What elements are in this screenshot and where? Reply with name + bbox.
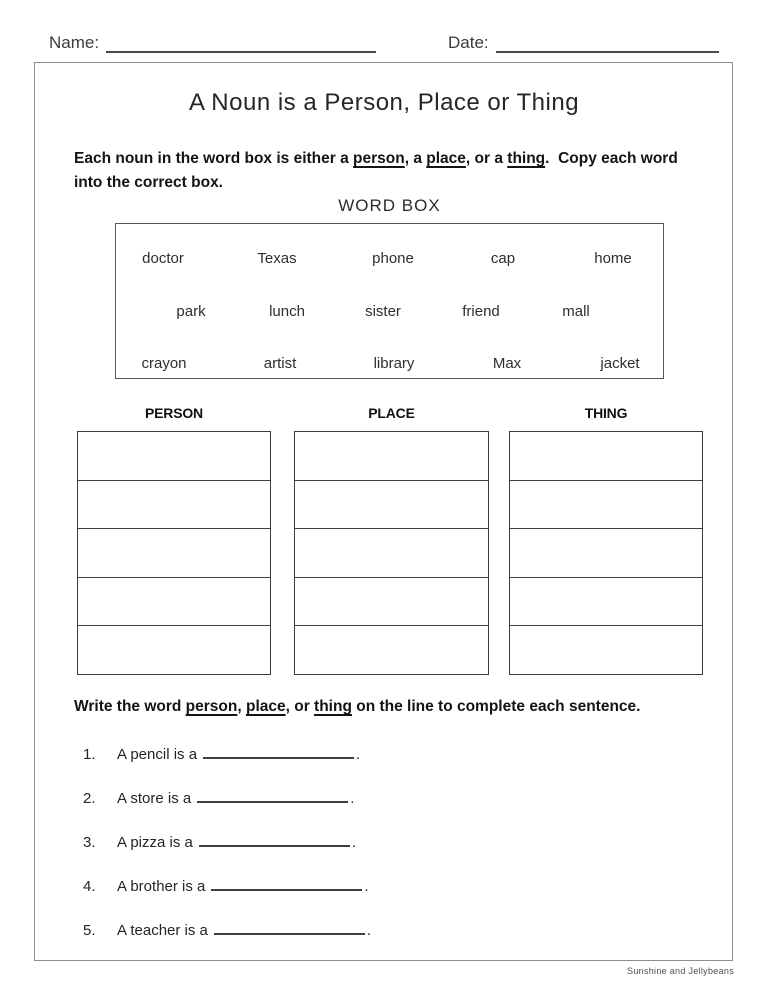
sentence-item <box>83 920 371 938</box>
word-box-word: doctor <box>142 250 184 267</box>
sort-table-cell <box>78 432 270 480</box>
word-box-word: Texas <box>257 250 297 267</box>
word-box-word: library <box>373 355 415 372</box>
sentence-text: A teacher is a <box>117 922 208 939</box>
instruction-text: . Copy each word into the correct box. <box>74 150 678 191</box>
underlined-term: place <box>426 150 466 167</box>
instruction-text: , or <box>285 698 315 715</box>
sentence-blank-line <box>199 832 350 847</box>
sort-table-cell <box>78 577 270 626</box>
word-box-word: jacket <box>600 355 640 372</box>
word-box-word: sister <box>365 303 401 320</box>
word-box-word: Max <box>492 355 522 372</box>
instruction-text: , <box>237 698 246 715</box>
date-field <box>448 33 719 53</box>
sentence-blank-line <box>197 788 348 803</box>
sort-table-cell <box>78 480 270 529</box>
sentence-item <box>83 744 371 762</box>
sentence-period: . <box>350 790 355 807</box>
sort-table-place <box>294 431 489 675</box>
instruction-text: , a <box>404 150 427 167</box>
sort-table-cell <box>295 480 488 529</box>
sort-table-cell <box>510 432 702 480</box>
sentence-blank-line <box>203 744 354 759</box>
sentence-blank-line <box>211 876 362 891</box>
word-box-word: mall <box>562 303 590 320</box>
word-box-word: cap <box>490 250 516 267</box>
underlined-term: person <box>353 150 405 167</box>
sort-table-person <box>77 431 271 675</box>
date-label: Date: <box>448 33 489 52</box>
sentence-number: 3. <box>83 834 96 851</box>
sort-table-cell <box>510 480 702 529</box>
sort-table-cell <box>510 625 702 674</box>
sentence-number: 4. <box>83 878 96 895</box>
sentence-number: 2. <box>83 790 96 807</box>
sort-table-cell <box>295 577 488 626</box>
word-box-word: crayon <box>141 355 187 372</box>
sort-column-header-thing: THING <box>584 405 628 421</box>
sort-table-cell <box>295 432 488 480</box>
sentence-item <box>83 788 371 806</box>
sentence-text: A store is a <box>117 790 192 807</box>
sentence-list <box>83 744 371 964</box>
word-box-word: phone <box>372 250 414 267</box>
underlined-term: person <box>185 698 238 715</box>
sentence-item <box>83 876 371 894</box>
sentence-period: . <box>364 878 369 895</box>
sort-column-header-place: PLACE <box>368 405 415 421</box>
sentence-number: 1. <box>83 746 96 763</box>
sentence-number: 5. <box>83 922 96 939</box>
name-field <box>49 33 376 53</box>
footer-credit: Sunshine and Jellybeans <box>627 966 734 976</box>
name-label: Name: <box>49 33 100 52</box>
word-box-row <box>116 250 663 266</box>
sort-table-thing <box>509 431 703 675</box>
instruction-text: Each noun in the word box is either a <box>74 150 354 167</box>
word-box <box>115 223 664 379</box>
word-box-word: park <box>176 303 206 320</box>
sentence-blank-line <box>214 920 365 935</box>
word-box-word: artist <box>263 355 297 372</box>
underlined-term: place <box>245 698 286 715</box>
copy-instructions <box>74 147 696 195</box>
underlined-term: thing <box>314 698 352 715</box>
sort-table-cell <box>510 528 702 577</box>
sort-table-cell <box>510 577 702 626</box>
underlined-term: thing <box>507 150 546 167</box>
word-box-row <box>116 303 663 319</box>
sentence-instructions <box>74 695 696 719</box>
sentence-text: A brother is a <box>117 878 206 895</box>
sort-table-cell <box>295 625 488 674</box>
sort-table-cell <box>78 625 270 674</box>
sort-table-cell <box>295 528 488 577</box>
word-box-label: WORD BOX <box>338 196 441 215</box>
instruction-text: Write the word <box>74 698 186 715</box>
sentence-period: . <box>366 922 372 939</box>
sentence-text: A pizza is a <box>117 834 193 851</box>
sort-table-cell <box>78 528 270 577</box>
instruction-text: on the line to complete each sentence. <box>351 698 641 715</box>
word-box-word: friend <box>462 303 500 320</box>
sentence-item <box>83 832 371 850</box>
word-box-word: home <box>594 250 632 267</box>
sentence-period: . <box>356 746 361 763</box>
sentence-period: . <box>351 834 357 851</box>
sort-column-header-person: PERSON <box>145 405 203 421</box>
word-box-word: lunch <box>269 303 305 320</box>
instruction-text: , or a <box>465 150 508 167</box>
page-title: A Noun is a Person, Place or Thing <box>188 89 580 116</box>
sentence-text: A pencil is a <box>117 746 198 763</box>
name-blank-line <box>106 36 376 53</box>
date-blank-line <box>496 36 719 53</box>
word-box-row <box>116 355 663 371</box>
